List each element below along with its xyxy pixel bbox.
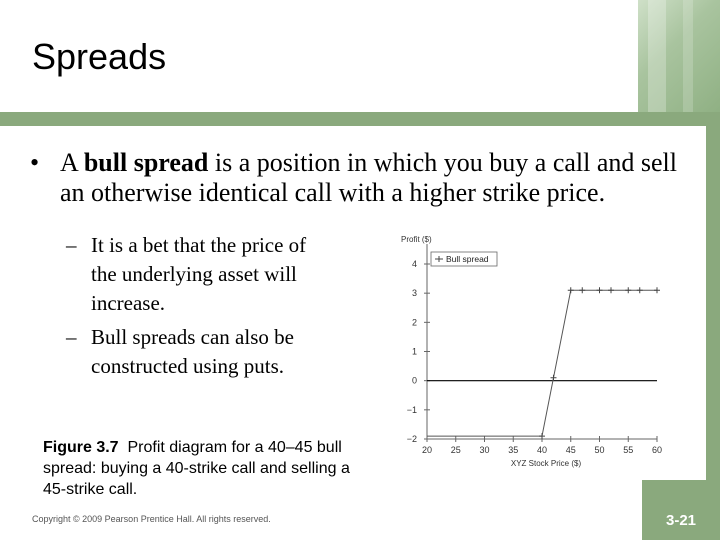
- main-bullet: [30, 148, 700, 208]
- corner-decoration: [638, 0, 720, 114]
- x-tick-label: 30: [479, 445, 490, 455]
- caption-label: Figure 3.7: [43, 439, 119, 456]
- y-axis-label: Profit ($): [401, 235, 432, 244]
- y-tick-label: 0: [411, 375, 417, 386]
- x-tick-label: 25: [450, 445, 461, 455]
- page-number: 3-21: [665, 512, 697, 529]
- sub-bullet-dash: –: [66, 233, 77, 257]
- data-marker: [597, 287, 603, 293]
- sub-bullet-2: [66, 323, 326, 381]
- bullet-text-start: A: [60, 148, 84, 177]
- slide-title: Spreads: [32, 36, 167, 77]
- y-tick-label: 1: [411, 346, 417, 357]
- y-tick-label: 3: [411, 288, 417, 299]
- caption-text: Profit diagram for a 40–45 bull spread: buying a 40-strike call and selling a 45-strike call.: [43, 439, 350, 498]
- header-divider: [0, 112, 720, 126]
- data-marker: [539, 433, 545, 439]
- bullet-dot: •: [30, 148, 40, 177]
- bull-spread-line: [427, 290, 657, 436]
- data-marker: [625, 287, 631, 293]
- x-tick-label: 35: [508, 445, 519, 455]
- y-tick-label: 2: [411, 317, 417, 328]
- x-tick-label: 45: [565, 445, 576, 455]
- sub-bullet-text: Bull spreads can also be constructed using puts.: [91, 325, 294, 378]
- data-marker: [551, 375, 557, 381]
- bullet-bold-term: bull spread: [83, 148, 209, 177]
- data-marker: [654, 287, 660, 293]
- x-axis-label: XYZ Stock Price ($): [510, 459, 582, 468]
- profit-chart: [395, 228, 675, 473]
- bullet-text-end: is a position in which you buy a call and sell an otherwise identical call with a higher strike price.: [60, 148, 678, 207]
- x-tick-label: 60: [651, 445, 663, 455]
- y-tick-label: 4: [411, 259, 417, 269]
- copyright-notice: Copyright © 2009 Pearson Prentice Hall. All rights reserved.: [32, 514, 271, 524]
- figure-caption: [43, 437, 363, 500]
- x-tick-label: 40: [536, 445, 548, 455]
- y-tick-label: −2: [406, 434, 417, 444]
- legend-label: Bull spread: [446, 254, 489, 264]
- right-accent-strip: [706, 126, 720, 480]
- sub-bullet-text: It is a bet that the price of the underlying asset will increase.: [91, 233, 307, 315]
- data-marker: [608, 287, 614, 293]
- sub-bullet-dash: –: [66, 325, 77, 349]
- x-tick-label: 20: [421, 445, 433, 455]
- data-marker: [637, 287, 643, 293]
- page-number-box: [642, 480, 720, 540]
- x-tick-label: 50: [594, 445, 605, 455]
- x-tick-label: 55: [623, 445, 634, 455]
- data-marker: [568, 287, 574, 293]
- sub-bullet-1: [66, 231, 326, 318]
- data-marker: [579, 287, 585, 293]
- y-tick-label: −1: [406, 404, 417, 415]
